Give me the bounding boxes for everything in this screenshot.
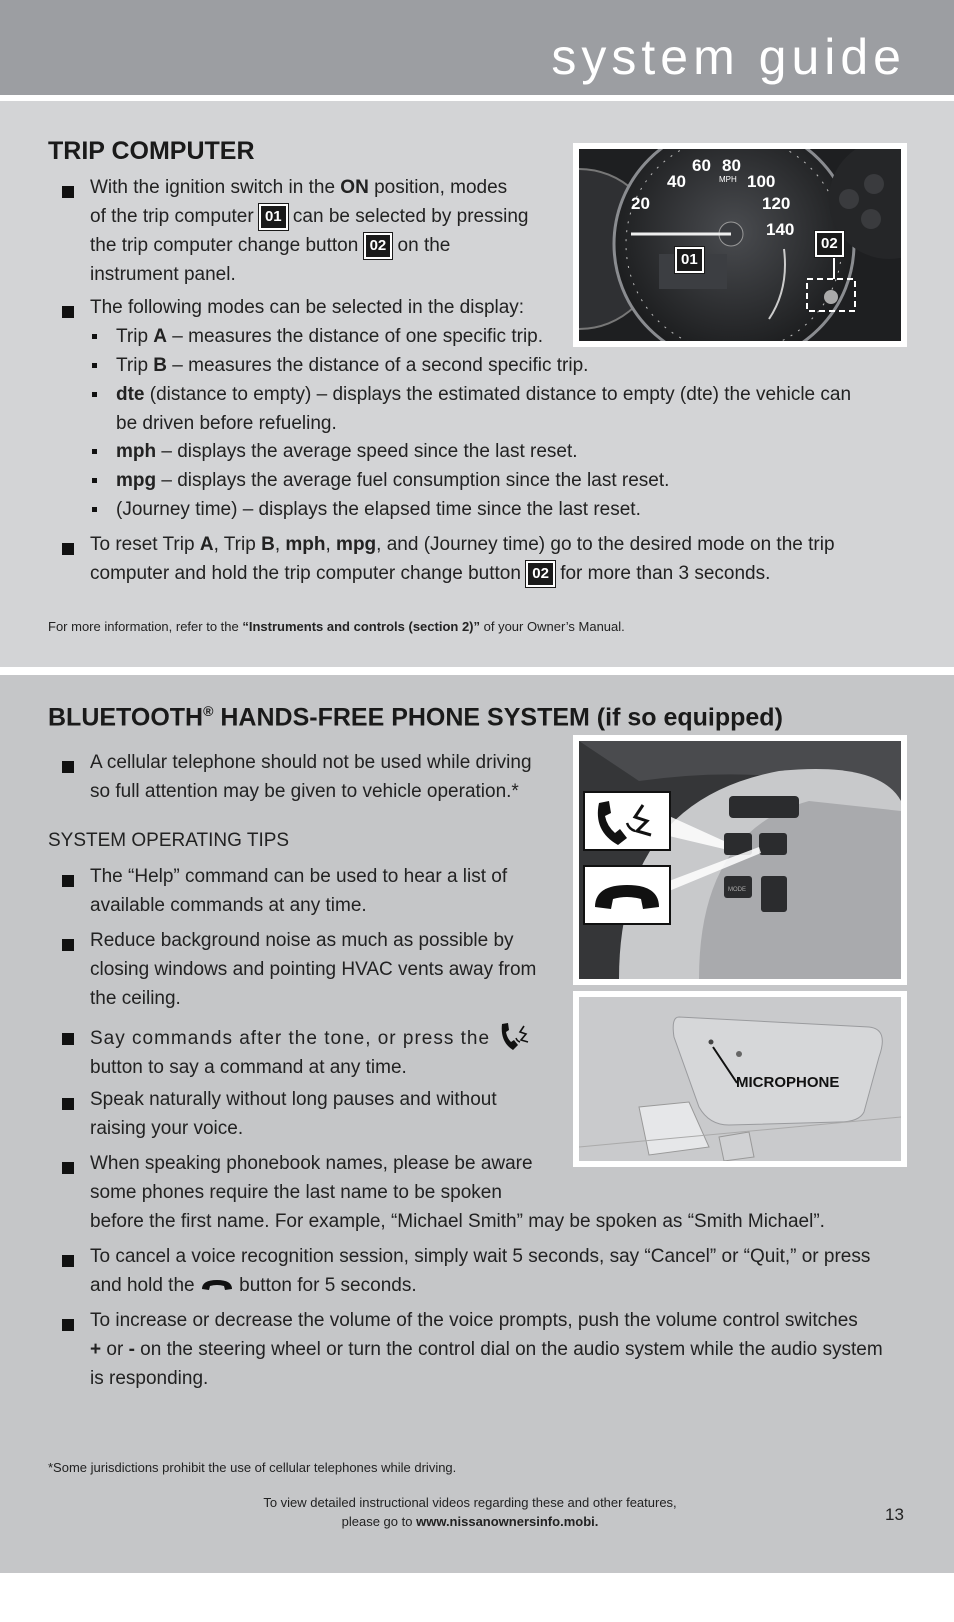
page-number: 13	[885, 1505, 904, 1524]
tip-help: The “Help” command can be used to hear a list of available commands at any time.	[90, 866, 508, 916]
bullet-marker	[62, 306, 74, 318]
mode-trip-a: Trip A – measures the distance of one specific trip.	[116, 326, 544, 347]
mode-journey: (Journey time) – displays the elapsed time since the last reset.	[116, 499, 641, 520]
header-title: system guide	[551, 29, 906, 85]
hang-up-icon	[585, 867, 669, 923]
bullet-marker	[62, 875, 74, 887]
instrument-cluster-photo	[573, 143, 907, 347]
tip-say-commands: Say commands after the tone, or press the button to say a command at any time.	[90, 1020, 536, 1082]
footnote: *Some jurisdictions prohibit the use of cellular telephones while driving.	[48, 1460, 457, 1475]
label-02-badge: 02	[526, 561, 555, 587]
sub-bullet	[92, 363, 97, 368]
hang-up-button-callout	[583, 865, 671, 925]
tip-phonebook-names: When speaking phonebook names, please be aware some phones require the last name to be spoken before the first name. For example, “Michael Smith” may be spoken as “Smith Michael”.	[90, 1153, 825, 1232]
tip-cancel: To cancel a voice recognition session, simply wait 5 seconds, say “Cancel” or “Quit,” or press and hold the button for 5 seconds.	[90, 1246, 871, 1296]
bullet-marker	[62, 1162, 74, 1174]
label-02-badge: 02	[815, 231, 844, 257]
steering-wheel-controls-photo	[573, 735, 907, 985]
hang-up-icon	[200, 1277, 234, 1293]
bullet-marker	[62, 186, 74, 198]
page-header	[0, 0, 954, 95]
gauge-tick-120: 120	[762, 194, 791, 213]
talk-button-icon	[496, 1020, 536, 1052]
bullet-marker	[62, 1319, 74, 1331]
modes-intro-text: The following modes can be selected in the display:	[90, 297, 525, 318]
mode-trip-b: Trip B – measures the distance of a second specific trip.	[116, 355, 589, 376]
microphone-label: MICROPHONE	[736, 1074, 840, 1091]
gauge-tick-140: 140	[766, 220, 795, 239]
bullet-marker	[62, 543, 74, 555]
bullet-marker	[62, 1098, 74, 1110]
bullet-marker	[62, 1033, 74, 1045]
mode-dte: dte (distance to empty) – displays the estimated distance to empty (dte) the vehicle can be driven before refueling.	[116, 384, 852, 434]
label-02-badge: 02	[364, 233, 393, 259]
talk-button-callout	[583, 791, 671, 851]
tip-noise: Reduce background noise as much as possible by closing windows and pointing HVAC vents away from the ceiling.	[90, 930, 537, 1009]
trip-computer-heading: TRIP COMPUTER	[48, 137, 255, 165]
footer-note: To view detailed instructional videos regarding these and other features, please go to www.nissanownersinfo.mobi.	[263, 1495, 677, 1529]
bullet-marker	[62, 939, 74, 951]
microphone-photo	[573, 991, 907, 1167]
label-01-badge: 01	[259, 204, 288, 230]
mode-mph: mph – displays the average speed since the last reset.	[116, 441, 578, 462]
trip-intro-text: With the ignition switch in the ON position, modes of the trip computer 01 can be selected by pressing the trip computer change button 02 on the instrument panel.	[90, 177, 529, 285]
sub-bullet	[92, 449, 97, 454]
bullet-marker	[62, 1255, 74, 1267]
gauge-tick-40: 40	[667, 172, 686, 191]
bluetooth-panel	[0, 675, 954, 1573]
label-01-badge: 01	[675, 247, 704, 273]
reset-instructions: To reset Trip A, Trip B, mph, mpg, and (Journey time) go to the desired mode on the trip computer and hold the trip computer change button 02 for more than 3 seconds.	[90, 530, 920, 588]
bluetooth-heading: BLUETOOTH® HANDS-FREE PHONE SYSTEM (if so equipped)	[48, 703, 783, 732]
gauge-unit-mph: MPH	[719, 175, 737, 184]
gauge-tick-80: 80	[722, 156, 741, 175]
sub-bullet	[92, 507, 97, 512]
tip-speak-naturally: Speak naturally without long pauses and without raising your voice.	[90, 1089, 497, 1139]
gauge-tick-100: 100	[747, 172, 776, 191]
mode-button-label: MODE	[728, 887, 746, 893]
tips-heading: SYSTEM OPERATING TIPS	[48, 830, 290, 851]
bullet-marker	[62, 761, 74, 773]
gauge-tick-60: 60	[692, 156, 711, 175]
safety-warning-text: A cellular telephone should not be used while driving so full attention may be given to vehicle operation.*	[90, 752, 532, 802]
trip-computer-panel	[0, 101, 954, 667]
sub-bullet	[92, 334, 97, 339]
tip-volume: To increase or decrease the volume of the voice prompts, push the volume control switches + or - on the steering wheel or turn the control dial on the audio system while the audio system is responding.	[90, 1310, 883, 1389]
gauge-tick-20: 20	[631, 194, 650, 213]
sub-bullet	[92, 478, 97, 483]
more-info-note: For more information, refer to the “Instruments and controls (section 2)” of your Owner’s Manual.	[48, 619, 625, 634]
sub-bullet	[92, 392, 97, 397]
talk-button-icon	[585, 793, 669, 849]
mode-mpg: mpg – displays the average fuel consumption since the last reset.	[116, 470, 670, 491]
